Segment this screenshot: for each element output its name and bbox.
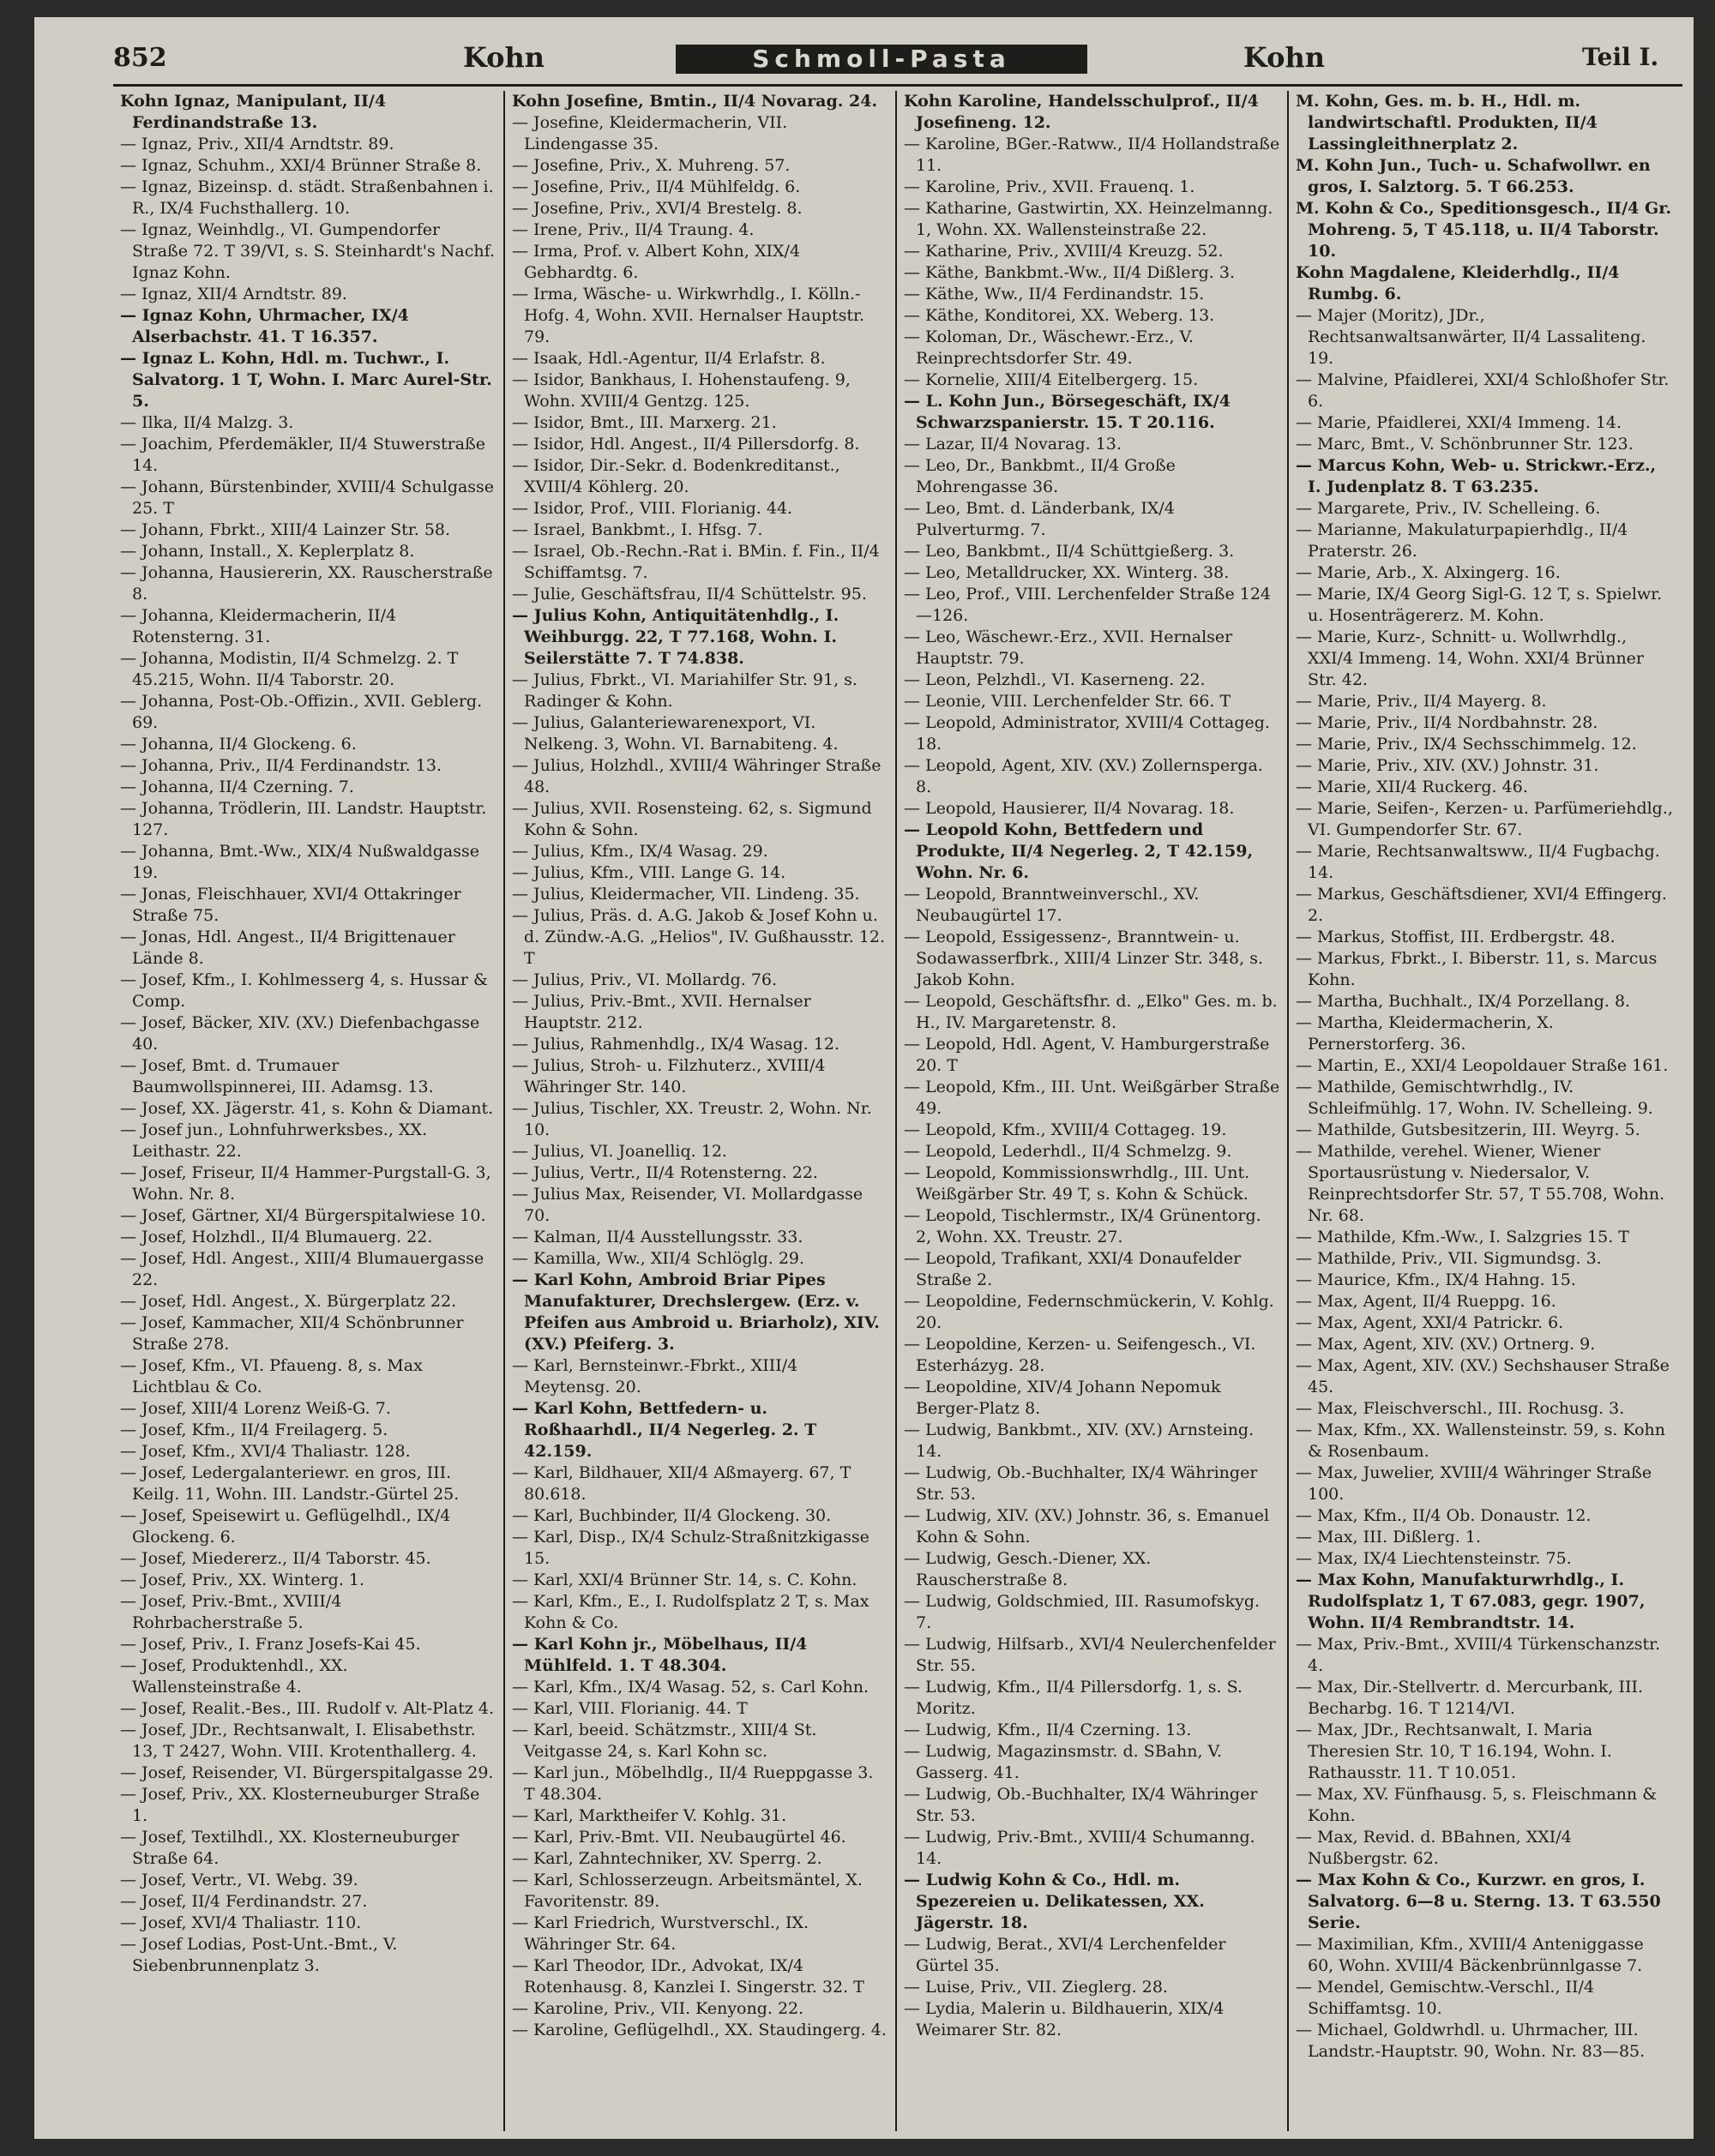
directory-entry: — Israel, Bankbmt., I. Hfsg. 7. xyxy=(512,520,763,539)
directory-entry: — Johanna, Kleidermacherin, II/4 Rotensterng. 31. xyxy=(120,606,397,646)
directory-entry: — Leo, Dr., Bankbmt., II/4 Große Mohrengasse 36. xyxy=(904,456,1176,496)
directory-entry: — Leopold, Hausierer, II/4 Novarag. 18. xyxy=(904,799,1235,818)
directory-entry: — Isidor, Prof., VIII. Florianig. 44. xyxy=(512,499,793,518)
directory-entry: — Markus, Geschäftsdiener, XVI/4 Effingerg. 2. xyxy=(1296,885,1667,925)
directory-entry: — Koloman, Dr., Wäschewr.-Erz., V. Reinprechtsdorfer Str. 49. xyxy=(904,327,1194,368)
directory-entry: — Marianne, Makulaturpapierhdlg., II/4 Praterstr. 26. xyxy=(1296,520,1628,561)
directory-entry: — Karl Kohn, Bettfedern- u. Roßhaarhdl., II/4 Negerleg. 2. T 42.159. xyxy=(512,1399,817,1461)
directory-entry: — Ignaz, Weinhdlg., VI. Gumpendorfer Straße 72. T 39/VI, s. S. Steinhardt's Nachf. Ignaz Kohn. xyxy=(120,220,496,282)
directory-entry: — Max, Agent, II/4 Rueppg. 16. xyxy=(1296,1292,1556,1311)
directory-entry: — Johanna, Trödlerin, III. Landstr. Hauptstr. 127. xyxy=(120,799,487,839)
directory-entry: — Katharine, Gastwirtin, XX. Heinzelmanng. 1, Wohn. XX. Wallensteinstraße 22. xyxy=(904,199,1273,239)
directory-entry: — Johann, Bürstenbinder, XVIII/4 Schulgasse 25. T xyxy=(120,477,495,518)
directory-entry: — Josef, Speisewirt u. Geflügelhdl., IX/4 Glockeng. 6. xyxy=(120,1506,451,1546)
directory-entry: — Julius, Vertr., II/4 Rotensterng. 22. xyxy=(512,1163,818,1182)
directory-entry: — Max, Dir.-Stellvertr. d. Mercurbank, III. Becharbg. 16. T 1214/VI. xyxy=(1296,1678,1644,1718)
directory-entry: — Ludwig, Ob.-Buchhalter, IX/4 Währinger Str. 53. xyxy=(904,1785,1258,1825)
directory-entry: — Karoline, Priv., VII. Kenyong. 22. xyxy=(512,1999,804,2018)
directory-entry: — Julius, Kleidermacher, VII. Lindeng. 35. xyxy=(512,885,860,904)
directory-entry: — Julius, Präs. d. A.G. Jakob & Josef Kohn u. d. Zündw.-A.G. „Helios", IV. Gußhausstr. 12. T xyxy=(512,906,886,968)
directory-entry: — Martha, Buchhalt., IX/4 Porzellang. 8. xyxy=(1296,992,1631,1011)
directory-entry: — Max, JDr., Rechtsanwalt, I. Maria Theresien Str. 10, T 16.194, Wohn. I. Rathausstr. 11. T 10.051. xyxy=(1296,1721,1612,1782)
page-number: 852 xyxy=(113,43,167,73)
directory-entry: — Leopold, Kfm., III. Unt. Weißgärber Straße 49. xyxy=(904,1078,1280,1118)
running-head-right: Kohn xyxy=(1243,41,1325,74)
directory-entry: — Julius, Kfm., IX/4 Wasag. 29. xyxy=(512,842,768,861)
directory-entry: — Ludwig, Magazinsmstr. d. SBahn, V. Gasserg. 41. xyxy=(904,1742,1223,1782)
directory-entry: — Martin, E., XXI/4 Leopoldauer Straße 161. xyxy=(1296,1056,1669,1075)
directory-entry: — Kamilla, Ww., XII/4 Schlöglg. 29. xyxy=(512,1249,805,1268)
directory-entry: — Mathilde, Priv., VII. Sigmundsg. 3. xyxy=(1296,1249,1602,1268)
directory-entry: — Johanna, II/4 Glockeng. 6. xyxy=(120,735,357,754)
directory-entry: — Josef, Friseur, II/4 Hammer-Purgstall-G. 3, Wohn. Nr. 8. xyxy=(120,1163,491,1204)
directory-entry: — Mathilde, Gemischtwrhdlg., IV. Schleifmühlg. 17, Wohn. IV. Schelleing. 9. xyxy=(1296,1078,1653,1118)
directory-entry: — Julius, VI. Joanelliq. 12. xyxy=(512,1142,727,1161)
directory-entry: — Max, Agent, XIV. (XV.) Sechshauser Straße 45. xyxy=(1296,1356,1670,1396)
directory-entry: — Karl Theodor, IDr., Advokat, IX/4 Rotenhausg. 8, Kanzlei I. Singerstr. 32. T xyxy=(512,1956,864,1997)
directory-entry: — Ludwig, Kfm., II/4 Pillersdorfg. 1, s. S. Moritz. xyxy=(904,1678,1243,1718)
directory-entry: — Käthe, Bankbmt.-Ww., II/4 Dißlerg. 3. xyxy=(904,263,1236,282)
directory-entry: — Karl, Marktheifer V. Kohlg. 31. xyxy=(512,1806,787,1825)
directory-entry: — Karl, beeid. Schätzmstr., XIII/4 St. Veitgasse 24, s. Karl Kohn sc. xyxy=(512,1721,817,1761)
part-label: Teil I. xyxy=(1582,43,1659,71)
directory-entry: — Josef, Kfm., I. Kohlmesserg 4, s. Hussar & Comp. xyxy=(120,970,488,1011)
directory-entry: — Marie, Pfaidlerei, XXI/4 Immeng. 14. xyxy=(1296,413,1622,432)
directory-entry: — Leo, Bmt. d. Länderbank, IX/4 Pulverturmg. 7. xyxy=(904,499,1175,539)
directory-entry: — Julius Kohn, Antiquitätenhdlg., I. Weihburgg. 22, T 77.168, Wohn. I. Seilerstätte 7. T 74.838. xyxy=(512,606,839,668)
directory-entry: — Leopold, Trafikant, XXI/4 Donaufelder Straße 2. xyxy=(904,1249,1242,1289)
directory-entry: — Max, III. Dißlerg. 1. xyxy=(1296,1528,1481,1546)
directory-entry: — Johanna, Bmt.-Ww., XIX/4 Nußwaldgasse 19. xyxy=(120,842,479,882)
directory-entry: — Leo, Prof., VIII. Lerchenfelder Straße 124—126. xyxy=(904,585,1272,625)
directory-entry: — Kornelie, XIII/4 Eitelbergerg. 15. xyxy=(904,370,1199,389)
directory-entry: — Maximilian, Kfm., XVIII/4 Anteniggasse 60, Wohn. XVIII/4 Bäckenbrünnlgasse 7. xyxy=(1296,1935,1644,1975)
directory-entry: — Marie, Priv., XIV. (XV.) Johnstr. 31. xyxy=(1296,756,1599,775)
directory-entry: M. Kohn, Ges. m. b. H., Hdl. m. landwirtschaftl. Produkten, II/4 Lassingleithnerplatz 2. xyxy=(1296,92,1598,153)
directory-entry: — Karl, Priv.-Bmt. VII. Neubaugürtel 46. xyxy=(512,1828,846,1847)
directory-entry: — Johanna, Priv., II/4 Ferdinandstr. 13. xyxy=(120,756,442,775)
directory-entry: — Marie, Kurz-, Schnitt- u. Wollwrhdlg., XXI/4 Immeng. 14, Wohn. XXI/4 Brünner Str. 42. xyxy=(1296,628,1645,689)
directory-entry: — Josef, XX. Jägerstr. 41, s. Kohn & Diamant. xyxy=(120,1099,494,1118)
directory-entry: — Kalman, II/4 Ausstellungsstr. 33. xyxy=(512,1228,803,1246)
column-1 xyxy=(113,91,505,2131)
directory-entry: — Max, Fleischverschl., III. Rochusg. 3. xyxy=(1296,1399,1625,1418)
directory-entry: — Max, Kfm., XX. Wallensteinstr. 59, s. Kohn & Rosenbaum. xyxy=(1296,1420,1666,1461)
directory-entry: — Max, Juwelier, XVIII/4 Währinger Straße 100. xyxy=(1296,1463,1652,1504)
page-header xyxy=(34,17,1694,79)
directory-entry: — Max, Kfm., II/4 Ob. Donaustr. 12. xyxy=(1296,1506,1592,1525)
directory-entry: Kohn Ignaz, Manipulant, II/4 Ferdinandstraße 13. xyxy=(120,92,387,132)
directory-entry: — Karoline, Priv., XVII. Frauenq. 1. xyxy=(904,177,1195,196)
directory-entry: — Leopold, Administrator, XVIII/4 Cottageg. 18. xyxy=(904,713,1270,754)
directory-entry: — Josef, Textilhdl., XX. Klosterneuburger Straße 64. xyxy=(120,1828,460,1868)
directory-entry: — Johanna, Hausiererin, XX. Rauscherstraße 8. xyxy=(120,563,493,604)
directory-entry: Kohn Magdalene, Kleiderhdlg., II/4 Rumbg. 6. xyxy=(1296,263,1620,303)
directory-entry: M. Kohn & Co., Speditionsgesch., II/4 Gr. Mohreng. 5, T 45.118, u. II/4 Taborstr. 10. xyxy=(1296,199,1672,261)
directory-entry: — Josef, Realit.-Bes., III. Rudolf v. Alt-Platz 4. xyxy=(120,1699,495,1718)
directory-entry: — Leo, Metalldrucker, XX. Winterg. 38. xyxy=(904,563,1230,582)
directory-entry: — Marie, Priv., IX/4 Sechsschimmelg. 12. xyxy=(1296,735,1637,754)
directory-page xyxy=(34,17,1694,2139)
directory-entry: — Josef, Bäcker, XIV. (XV.) Diefenbachgasse 40. xyxy=(120,1013,480,1054)
directory-entry: — Luise, Priv., VII. Zieglerg. 28. xyxy=(904,1978,1168,1997)
directory-entry: — Isidor, Hdl. Angest., II/4 Pillersdorfg. 8. xyxy=(512,435,860,453)
directory-entry: — Karl, Bernsteinwr.-Fbrkt., XIII/4 Meytensg. 20. xyxy=(512,1356,798,1396)
directory-entry: — Josef, Priv., XX. Klosterneuburger Straße 1. xyxy=(120,1785,480,1825)
directory-entry: — L. Kohn Jun., Börsegeschäft, IX/4 Schwarzspanierstr. 15. T 20.116. xyxy=(904,392,1231,432)
directory-entry: — Josef, Bmt. d. Trumauer Baumwollspinnerei, III. Adamsg. 13. xyxy=(120,1056,434,1096)
directory-entry: — Josef, Hdl. Angest., X. Bürgerplatz 22. xyxy=(120,1292,457,1311)
directory-entry: — Julius, Kfm., VIII. Lange G. 14. xyxy=(512,863,786,882)
directory-entry: — Mathilde, Gutsbesitzerin, III. Weyrg. 5. xyxy=(1296,1120,1640,1139)
directory-entry: — Max Kohn, Manufakturwrhdlg., I. Rudolfsplatz 1, T 67.083, gegr. 1907, Wohn. II/4 Rembrandtstr. 14. xyxy=(1296,1570,1646,1632)
directory-entry: — Max, Priv.-Bmt., XVIII/4 Türkenschanzstr. 4. xyxy=(1296,1635,1661,1675)
directory-entry: — Leopoldine, Federnschmückerin, V. Kohlg. 20. xyxy=(904,1292,1274,1332)
directory-entry: — Josef, Kfm., XVI/4 Thaliastr. 128. xyxy=(120,1442,411,1461)
directory-entry: — Johann, Fbrkt., XIII/4 Lainzer Str. 58. xyxy=(120,520,451,539)
directory-entry: — Karl Friedrich, Wurstverschl., IX. Währinger Str. 64. xyxy=(512,1913,809,1954)
directory-entry: — Katharine, Priv., XVIII/4 Kreuzg. 52. xyxy=(904,242,1224,261)
column-2 xyxy=(505,91,897,2131)
directory-entry: — Markus, Fbrkt., I. Biberstr. 11, s. Marcus Kohn. xyxy=(1296,949,1658,989)
directory-entry: — Marie, XII/4 Ruckerg. 46. xyxy=(1296,778,1528,796)
directory-entry: — Isaak, Hdl.-Agentur, II/4 Erlafstr. 8. xyxy=(512,349,826,368)
directory-entry: — Leopold Kohn, Bettfedern und Produkte, II/4 Negerleg. 2, T 42.159, Wohn. Nr. 6. xyxy=(904,820,1254,882)
directory-entry: — Leo, Bankbmt., II/4 Schüttgießerg. 3. xyxy=(904,542,1235,561)
directory-entry: — Marie, Priv., II/4 Mayerg. 8. xyxy=(1296,692,1547,711)
directory-entry: — Lydia, Malerin u. Bildhauerin, XIX/4 Weimarer Str. 82. xyxy=(904,1999,1225,2039)
directory-entry: — Irene, Priv., II/4 Traung. 4. xyxy=(512,220,755,239)
directory-entry: — Ignaz, Schuhm., XXI/4 Brünner Straße 8. xyxy=(120,156,482,175)
directory-entry: — Ludwig, XIV. (XV.) Johnstr. 36, s. Emanuel Kohn & Sohn. xyxy=(904,1506,1270,1546)
directory-entry: — Ignaz, Priv., XII/4 Arndtstr. 89. xyxy=(120,135,394,153)
directory-entry: — Marcus Kohn, Web- u. Strickwr.-Erz., I. Judenplatz 8. T 63.235. xyxy=(1296,456,1657,496)
columns-container xyxy=(113,91,1682,2131)
directory-entry: — Leopold, Tischlermstr., IX/4 Grünentorg. 2, Wohn. XX. Treustr. 27. xyxy=(904,1206,1261,1246)
directory-entry: — Leo, Wäschewr.-Erz., XVII. Hernalser Hauptstr. 79. xyxy=(904,628,1233,668)
directory-entry: Kohn Karoline, Handelsschulprof., II/4 Josefineng. 12. xyxy=(904,92,1259,132)
directory-entry: — Johanna, Modistin, II/4 Schmelzg. 2. T 45.215, Wohn. II/4 Taborstr. 20. xyxy=(120,649,459,689)
directory-entry: — Julius, Tischler, XX. Treustr. 2, Wohn. Nr. 10. xyxy=(512,1099,872,1139)
directory-entry: — Leopold, Lederhdl., II/4 Schmelzg. 9. xyxy=(904,1142,1232,1161)
directory-entry: — Michael, Goldwrhdl. u. Uhrmacher, III. Landstr.-Hauptstr. 90, Wohn. Nr. 83—85. xyxy=(1296,2021,1646,2061)
directory-entry: — Leopold, Agent, XIV. (XV.) Zollernsperga. 8. xyxy=(904,756,1263,796)
directory-entry: — Julie, Geschäftsfrau, II/4 Schüttelstr. 95. xyxy=(512,585,867,604)
directory-entry: — Karl, Disp., IX/4 Schulz-Straßnitzkigasse 15. xyxy=(512,1528,870,1568)
directory-entry: — Julius, Fbrkt., VI. Mariahilfer Str. 91, s. Radinger & Kohn. xyxy=(512,670,858,711)
directory-entry: — Lazar, II/4 Novarag. 13. xyxy=(904,435,1122,453)
directory-entry: — Julius, Priv., VI. Mollardg. 76. xyxy=(512,970,778,989)
directory-entry: — Margarete, Priv., IV. Schelleing. 6. xyxy=(1296,499,1601,518)
directory-entry: — Julius, Priv.-Bmt., XVII. Hernalser Hauptstr. 212. xyxy=(512,992,811,1032)
directory-entry: — Karl jun., Möbelhdlg., II/4 Rueppgasse 3. T 48.304. xyxy=(512,1763,874,1804)
directory-entry: — Ludwig, Ob.-Buchhalter, IX/4 Währinger Str. 53. xyxy=(904,1463,1258,1504)
directory-entry: — Josef, Kfm., II/4 Freilagerg. 5. xyxy=(120,1420,388,1439)
directory-entry: — Karl, XXI/4 Brünner Str. 14, s. C. Kohn. xyxy=(512,1570,858,1589)
directory-entry: — Leopoldine, Kerzen- u. Seifengesch., VI. Esterházyg. 28. xyxy=(904,1335,1256,1375)
directory-entry: — Josefine, Priv., X. Muhreng. 57. xyxy=(512,156,791,175)
directory-entry: — Ilka, II/4 Malzg. 3. xyxy=(120,413,294,432)
running-head-left: Kohn xyxy=(463,41,545,74)
directory-entry: — Julius, XVII. Rosensteing. 62, s. Sigmund Kohn & Sohn. xyxy=(512,799,872,839)
directory-entry: — Martha, Kleidermacherin, X. Pernerstorferg. 36. xyxy=(1296,1013,1554,1054)
directory-entry: — Leopold, Essigessenz-, Branntwein- u. Sodawasserfbrk., XIII/4 Linzer Str. 348, s. Jakob Kohn. xyxy=(904,928,1264,989)
directory-entry: — Julius, Stroh- u. Filzhuterz., XVIII/4 Währinger Str. 140. xyxy=(512,1056,826,1096)
directory-entry: — Ludwig, Bankbmt., XIV. (XV.) Arnsteing. 14. xyxy=(904,1420,1255,1461)
directory-entry: — Leopold, Branntweinverschl., XV. Neubaugürtel 17. xyxy=(904,885,1200,925)
directory-entry: — Josef, Produktenhdl., XX. Wallensteinstraße 4. xyxy=(120,1656,348,1697)
directory-entry: — Josef, Ledergalanteriewr. en gros, III. Keilg. 11, Wohn. III. Landstr.-Gürtel 25. xyxy=(120,1463,460,1504)
directory-entry: — Isidor, Dir.-Sekr. d. Bodenkreditanst., XVIII/4 Köhlerg. 20. xyxy=(512,456,840,496)
directory-entry: — Josefine, Kleidermacherin, VII. Lindengasse 35. xyxy=(512,113,788,153)
directory-entry: — Ignaz Kohn, Uhrmacher, IX/4 Alserbachstr. 41. T 16.357. xyxy=(120,306,409,346)
directory-entry: — Mathilde, verehel. Wiener, Wiener Sportausrüstung v. Niedersalor, V. Reinprechtsdorfer Str. 57, T 55.708, Wohn. Nr. 68. xyxy=(1296,1142,1665,1225)
directory-entry: M. Kohn Jun., Tuch- u. Schafwollwr. en gros, I. Salztorg. 5. T 66.253. xyxy=(1296,156,1651,196)
directory-entry: — Johanna, Post-Ob.-Offizin., XVII. Geblerg. 69. xyxy=(120,692,483,732)
directory-entry: — Julius, Rahmenhdlg., IX/4 Wasag. 12. xyxy=(512,1035,839,1054)
directory-entry: — Max, XV. Fünfhausg. 5, s. Fleischmann & Kohn. xyxy=(1296,1785,1658,1825)
directory-entry: — Karl, Bildhauer, XII/4 Aßmayerg. 67, T 80.618. xyxy=(512,1463,851,1504)
directory-entry: — Karl, Zahntechniker, XV. Sperrg. 2. xyxy=(512,1849,822,1868)
directory-entry: — Josef, Priv.-Bmt., XVIII/4 Rohrbacherstraße 5. xyxy=(120,1592,342,1632)
directory-entry: — Ignaz, Bizeinsp. d. städt. Straßenbahnen i. R., IX/4 Fuchsthallerg. 10. xyxy=(120,177,494,218)
column-3 xyxy=(897,91,1289,2131)
directory-entry: — Marie, IX/4 Georg Sigl-G. 12 T, s. Spielwr. u. Hosenträgererz. M. Kohn. xyxy=(1296,585,1663,625)
directory-entry: — Käthe, Ww., II/4 Ferdinandstr. 15. xyxy=(904,285,1205,303)
directory-entry: Kohn Josefine, Bmtin., II/4 Novarag. 24. xyxy=(512,92,878,111)
directory-entry: — Karl, Schlosserzeugn. Arbeitsmäntel, X. Favoritenstr. 89. xyxy=(512,1871,863,1911)
directory-entry: — Mathilde, Kfm.-Ww., I. Salzgries 15. T xyxy=(1296,1228,1629,1246)
directory-entry: — Karoline, Geflügelhdl., XX. Staudingerg. 4. xyxy=(512,2021,887,2039)
directory-entry: — Julius, Galanteriewarenexport, VI. Nelkeng. 3, Wohn. VI. Barnabiteng. 4. xyxy=(512,713,839,754)
directory-entry: — Ludwig, Goldschmied, III. Rasumofskyg. 7. xyxy=(904,1592,1261,1632)
directory-entry: — Leopold, Kommissionswrhdlg., III. Unt. Weißgärber Str. 49 T, s. Kohn & Schück. xyxy=(904,1163,1250,1204)
directory-entry: — Ludwig, Kfm., II/4 Czerning. 13. xyxy=(904,1721,1192,1739)
directory-entry: — Maurice, Kfm., IX/4 Hahng. 15. xyxy=(1296,1270,1576,1289)
directory-entry: — Marie, Arb., X. Alxingerg. 16. xyxy=(1296,563,1561,582)
directory-entry: — Majer (Moritz), JDr., Rechtsanwaltsanwärter, II/4 Lassaliteng. 19. xyxy=(1296,306,1646,368)
directory-entry: — Ludwig, Priv.-Bmt., XVIII/4 Schumanng. 14. xyxy=(904,1828,1255,1868)
directory-entry: — Josef, Kammacher, XII/4 Schönbrunner Straße 278. xyxy=(120,1313,464,1354)
directory-entry: — Ignaz L. Kohn, Hdl. m. Tuchwr., I. Salvatorg. 1 T, Wohn. I. Marc Aurel-Str. 5. xyxy=(120,349,492,411)
directory-entry: — Leonie, VIII. Lerchenfelder Str. 66. T xyxy=(904,692,1231,711)
directory-entry: — Josef, Reisender, VI. Bürgerspitalgasse 29. xyxy=(120,1763,494,1782)
directory-entry: — Karl Kohn, Ambroid Briar Pipes Manufakturer, Drechslergew. (Erz. v. Pfeifen aus Ambroid u. Briarholz), XIV. (XV.) Pfeiferg. 3. xyxy=(512,1270,880,1354)
directory-entry: — Josef, Priv., I. Franz Josefs-Kai 45. xyxy=(120,1635,421,1654)
directory-entry: — Ludwig, Hilfsarb., XVI/4 Neulerchenfelder Str. 55. xyxy=(904,1635,1276,1675)
directory-entry: — Marie, Seifen-, Kerzen- u. Parfümeriehdlg., VI. Gumpendorfer Str. 67. xyxy=(1296,799,1673,839)
directory-entry: — Max, Agent, XXI/4 Patrickr. 6. xyxy=(1296,1313,1564,1332)
directory-entry: — Josef, Gärtner, XI/4 Bürgerspitalwiese 10. xyxy=(120,1206,486,1225)
directory-entry: — Josef jun., Lohnfuhrwerksbes., XX. Leithastr. 22. xyxy=(120,1120,427,1161)
directory-entry: — Max Kohn & Co., Kurzwr. en gros, I. Salvatorg. 6—8 u. Sterng. 13. T 63.550 Serie. xyxy=(1296,1871,1661,1932)
directory-entry: — Karl Kohn jr., Möbelhaus, II/4 Mühlfeld. 1. T 48.304. xyxy=(512,1635,808,1675)
directory-entry: — Leon, Pelzhdl., VI. Kaserneng. 22. xyxy=(904,670,1206,689)
directory-entry: — Josef, Miedererz., II/4 Taborstr. 45. xyxy=(120,1549,431,1568)
directory-entry: — Leopold, Geschäftsfhr. d. „Elko" Ges. m. b. H., IV. Margaretenstr. 8. xyxy=(904,992,1278,1032)
advertisement-banner: Schmoll-Pasta xyxy=(676,45,1087,74)
directory-entry: — Jonas, Hdl. Angest., II/4 Brigittenauer Lände 8. xyxy=(120,928,455,968)
directory-entry: — Josefine, Priv., II/4 Mühlfeldg. 6. xyxy=(512,177,801,196)
directory-entry: — Markus, Stoffist, III. Erdbergstr. 48. xyxy=(1296,928,1616,946)
directory-entry: — Josef, Hdl. Angest., XIII/4 Blumauergasse 22. xyxy=(120,1249,484,1289)
directory-entry: — Malvine, Pfaidlerei, XXI/4 Schloßhofer Str. 6. xyxy=(1296,370,1670,411)
directory-entry: — Max, Agent, XIV. (XV.) Ortnerg. 9. xyxy=(1296,1335,1596,1354)
directory-entry: — Julius Max, Reisender, VI. Mollardgasse 70. xyxy=(512,1185,864,1225)
directory-entry: — Marie, Rechtsanwaltsww., II/4 Fugbachg. 14. xyxy=(1296,842,1660,882)
directory-entry: — Irma, Prof. v. Albert Kohn, XIX/4 Gebhardtg. 6. xyxy=(512,242,801,282)
directory-entry: — Jonas, Fleischhauer, XVI/4 Ottakringer Straße 75. xyxy=(120,885,461,925)
directory-entry: — Josef, Kfm., VI. Pfaueng. 8, s. Max Lichtblau & Co. xyxy=(120,1356,423,1396)
directory-entry: — Leopold, Kfm., XVIII/4 Cottageg. 19. xyxy=(904,1120,1227,1139)
directory-entry: — Israel, Ob.-Rechn.-Rat i. BMin. f. Fin., II/4 Schiffamtsg. 7. xyxy=(512,542,880,582)
directory-entry: — Max, Revid. d. BBahnen, XXI/4 Nußbergstr. 62. xyxy=(1296,1828,1572,1868)
directory-entry: — Josef, JDr., Rechtsanwalt, I. Elisabethstr. 13, T 2427, Wohn. VIII. Krotenthallerg. 4. xyxy=(120,1721,477,1761)
directory-entry: — Josefine, Priv., XVI/4 Brestelg. 8. xyxy=(512,199,803,218)
column-4 xyxy=(1289,91,1681,2131)
directory-entry: — Ignaz, XII/4 Arndtstr. 89. xyxy=(120,285,347,303)
directory-entry: — Leopoldine, XIV/4 Johann Nepomuk Berger-Platz 8. xyxy=(904,1378,1221,1418)
directory-entry: — Julius, Holzhdl., XVIII/4 Währinger Straße 48. xyxy=(512,756,882,796)
directory-entry: — Ludwig Kohn & Co., Hdl. m. Spezereien u. Delikatessen, XX. Jägerstr. 18. xyxy=(904,1871,1205,1932)
directory-entry: — Josef, Priv., XX. Winterg. 1. xyxy=(120,1570,365,1589)
directory-entry: — Irma, Wäsche- u. Wirkwrhdlg., I. Kölln.-Hofg. 4, Wohn. XVII. Hernalser Hauptstr. 79. xyxy=(512,285,865,346)
directory-entry: — Leopold, Hdl. Agent, V. Hamburgerstraße 20. T xyxy=(904,1035,1270,1075)
directory-entry: — Marie, Priv., II/4 Nordbahnstr. 28. xyxy=(1296,713,1598,732)
directory-entry: — Johanna, II/4 Czerning. 7. xyxy=(120,778,354,796)
directory-entry: — Josef Lodias, Post-Unt.-Bmt., V. Siebenbrunnenplatz 3. xyxy=(120,1935,398,1975)
directory-entry: — Josef, Vertr., VI. Webg. 39. xyxy=(120,1871,358,1889)
directory-entry: — Karl, Kfm., IX/4 Wasag. 52, s. Carl Kohn. xyxy=(512,1678,870,1697)
directory-entry: — Josef, XVI/4 Thaliastr. 110. xyxy=(120,1913,362,1932)
directory-entry: — Käthe, Konditorei, XX. Weberg. 13. xyxy=(904,306,1215,325)
directory-entry: — Josef, II/4 Ferdinandstr. 27. xyxy=(120,1892,368,1911)
directory-entry: — Karl, Buchbinder, II/4 Glockeng. 30. xyxy=(512,1506,832,1525)
directory-entry: — Karl, Kfm., E., I. Rudolfsplatz 2 T, s. Max Kohn & Co. xyxy=(512,1592,870,1632)
directory-entry: — Josef, Holzhdl., II/4 Blumauerg. 22. xyxy=(120,1228,433,1246)
directory-entry: — Max, IX/4 Liechtensteinstr. 75. xyxy=(1296,1549,1572,1568)
directory-entry: — Johann, Install., X. Keplerplatz 8. xyxy=(120,542,415,561)
directory-entry: — Karl, VIII. Florianig. 44. T xyxy=(512,1699,748,1718)
header-rule xyxy=(113,84,1682,87)
directory-entry: — Isidor, Bmt., III. Marxerg. 21. xyxy=(512,413,777,432)
directory-entry: — Joachim, Pferdemäkler, II/4 Stuwerstraße 14. xyxy=(120,435,486,475)
directory-entry: — Ludwig, Berat., XVI/4 Lerchenfelder Gürtel 35. xyxy=(904,1935,1226,1975)
directory-entry: — Mendel, Gemischtw.-Verschl., II/4 Schiffamtsg. 10. xyxy=(1296,1978,1595,2018)
directory-entry: — Ludwig, Gesch.-Diener, XX. Rauscherstraße 8. xyxy=(904,1549,1152,1589)
directory-entry: — Marc, Bmt., V. Schönbrunner Str. 123. xyxy=(1296,435,1634,453)
directory-entry: — Isidor, Bankhaus, I. Hohenstaufeng. 9, Wohn. XVIII/4 Gentzg. 125. xyxy=(512,370,851,411)
directory-entry: — Josef, XIII/4 Lorenz Weiß-G. 7. xyxy=(120,1399,391,1418)
directory-entry: — Karoline, BGer.-Ratww., II/4 Hollandstraße 11. xyxy=(904,135,1280,175)
